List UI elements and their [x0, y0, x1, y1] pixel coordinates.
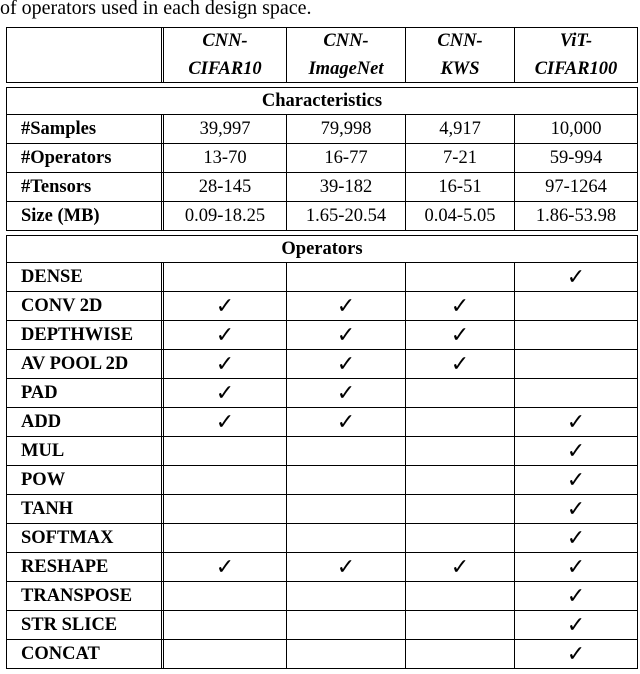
row-label: #Tensors — [7, 173, 164, 201]
table-cell — [406, 350, 515, 378]
table-cell — [406, 408, 515, 436]
section-operators — [6, 235, 638, 263]
table-cell — [515, 640, 637, 668]
table-row — [6, 115, 638, 144]
operator-label: DENSE — [7, 263, 164, 291]
table-cell — [515, 408, 637, 436]
table-cell: 79,998 — [287, 115, 406, 143]
checkmark-icon: ✓ — [450, 351, 470, 377]
table-cell — [164, 466, 287, 494]
table-cell — [287, 582, 406, 610]
table-cell — [287, 640, 406, 668]
table-row — [6, 437, 638, 466]
header-cnn-kws — [406, 28, 515, 82]
checkmark-icon: ✓ — [215, 380, 235, 406]
checkmark-icon: ✓ — [566, 496, 586, 522]
table-cell — [406, 437, 515, 465]
operator-label: CONCAT — [7, 640, 164, 668]
header-empty-cell — [7, 28, 164, 82]
checkmark-icon: ✓ — [336, 380, 356, 406]
table-cell — [287, 466, 406, 494]
table-cell: 16-51 — [406, 173, 515, 201]
checkmark-icon: ✓ — [215, 322, 235, 348]
table-cell — [164, 553, 287, 581]
table-row — [6, 292, 638, 321]
checkmark-icon: ✓ — [566, 583, 586, 609]
table-cell — [164, 379, 287, 407]
header-line2: CIFAR100 — [534, 59, 618, 79]
table-cell — [164, 292, 287, 320]
table-cell — [164, 263, 287, 291]
table-cell: 0.04-5.05 — [406, 202, 515, 230]
table-header-row — [6, 27, 638, 83]
table-row — [6, 582, 638, 611]
table-row — [6, 144, 638, 173]
table-cell — [287, 408, 406, 436]
table-cell — [164, 437, 287, 465]
table-cell — [287, 292, 406, 320]
checkmark-icon: ✓ — [336, 409, 356, 435]
table-cell — [287, 263, 406, 291]
design-space-table — [6, 27, 638, 669]
checkmark-icon: ✓ — [336, 293, 356, 319]
operator-label: TRANSPOSE — [7, 582, 164, 610]
section-title: Operators — [281, 238, 363, 259]
checkmark-icon: ✓ — [215, 293, 235, 319]
table-row — [6, 350, 638, 379]
checkmark-icon: ✓ — [566, 409, 586, 435]
row-label: Size (MB) — [7, 202, 164, 230]
table-cell — [287, 437, 406, 465]
table-cell — [164, 350, 287, 378]
table-cell — [164, 495, 287, 523]
table-cell: 13-70 — [164, 144, 287, 172]
table-cell — [515, 495, 637, 523]
checkmark-icon: ✓ — [215, 554, 235, 580]
section-characteristics — [6, 87, 638, 115]
table-cell — [164, 408, 287, 436]
table-cell — [406, 466, 515, 494]
header-line2: ImageNet — [308, 59, 384, 79]
table-row — [6, 202, 638, 231]
table-cell: 1.86-53.98 — [535, 205, 617, 226]
header-cnn-cifar10 — [164, 28, 287, 82]
table-row — [6, 321, 638, 350]
table-cell: 16-77 — [287, 144, 406, 172]
checkmark-icon: ✓ — [566, 525, 586, 551]
checkmark-icon: ✓ — [336, 322, 356, 348]
table-cell — [515, 553, 637, 581]
table-cell: 39,997 — [164, 115, 287, 143]
table-cell — [164, 640, 287, 668]
table-cell — [515, 321, 637, 349]
table-cell: 97-1264 — [545, 176, 607, 197]
table-cell — [406, 321, 515, 349]
table-row — [6, 611, 638, 640]
table-cell — [406, 640, 515, 668]
table-cell — [515, 379, 637, 407]
table-caption: of operators used in each design space. — [0, 0, 312, 19]
checkmark-icon: ✓ — [450, 293, 470, 319]
header-vit-cifar100 — [515, 28, 637, 82]
table-row — [6, 263, 638, 292]
checkmark-icon: ✓ — [450, 322, 470, 348]
operators-rows — [6, 263, 638, 669]
checkmark-icon: ✓ — [450, 554, 470, 580]
checkmark-icon: ✓ — [566, 554, 586, 580]
checkmark-icon: ✓ — [336, 351, 356, 377]
operator-label: PAD — [7, 379, 164, 407]
characteristics-rows — [6, 115, 638, 231]
table-cell — [406, 524, 515, 552]
table-cell — [515, 582, 637, 610]
table-cell — [515, 437, 637, 465]
table-cell — [164, 524, 287, 552]
table-cell: 39-182 — [287, 173, 406, 201]
table-cell — [515, 524, 637, 552]
table-cell — [287, 524, 406, 552]
header-line1: CNN- — [323, 31, 369, 51]
section-title: Characteristics — [261, 90, 383, 111]
checkmark-icon: ✓ — [566, 467, 586, 493]
table-cell — [515, 263, 637, 291]
table-cell — [287, 495, 406, 523]
table-row — [6, 173, 638, 202]
table-cell — [406, 582, 515, 610]
operator-label: RESHAPE — [7, 553, 164, 581]
table-cell — [515, 292, 637, 320]
table-cell — [406, 292, 515, 320]
table-cell — [406, 553, 515, 581]
operator-label: DEPTHWISE — [7, 321, 164, 349]
table-row — [6, 524, 638, 553]
table-cell — [406, 379, 515, 407]
table-cell — [287, 553, 406, 581]
table-cell — [287, 379, 406, 407]
table-cell: 59-994 — [549, 147, 603, 168]
row-label: #Samples — [7, 115, 164, 143]
checkmark-icon: ✓ — [215, 351, 235, 377]
table-row — [6, 408, 638, 437]
header-line1: CNN- — [437, 31, 483, 51]
operator-label: SOFTMAX — [7, 524, 164, 552]
table-cell — [164, 321, 287, 349]
table-row — [6, 379, 638, 408]
row-label: #Operators — [7, 144, 164, 172]
operator-label: POW — [7, 466, 164, 494]
table-cell: 0.09-18.25 — [164, 202, 287, 230]
checkmark-icon: ✓ — [566, 641, 586, 667]
operator-label: TANH — [7, 495, 164, 523]
checkmark-icon: ✓ — [566, 264, 586, 290]
table-cell — [406, 611, 515, 639]
table-row — [6, 553, 638, 582]
table-cell — [406, 263, 515, 291]
table-cell — [287, 321, 406, 349]
table-cell — [164, 611, 287, 639]
operator-label: MUL — [7, 437, 164, 465]
table-row — [6, 495, 638, 524]
table-cell — [515, 350, 637, 378]
header-line1: ViT- — [559, 31, 593, 51]
table-cell: 1.65-20.54 — [287, 202, 406, 230]
operator-label: STR SLICE — [7, 611, 164, 639]
table-row — [6, 640, 638, 669]
operator-label: CONV 2D — [7, 292, 164, 320]
table-cell — [164, 582, 287, 610]
checkmark-icon: ✓ — [566, 438, 586, 464]
table-cell: 10,000 — [550, 118, 602, 139]
table-cell: 7-21 — [406, 144, 515, 172]
header-cnn-imagenet — [287, 28, 406, 82]
table-cell — [515, 466, 637, 494]
checkmark-icon: ✓ — [215, 409, 235, 435]
operator-label: AV POOL 2D — [7, 350, 164, 378]
table-row — [6, 466, 638, 495]
header-line1: CNN- — [202, 31, 248, 51]
table-cell — [287, 350, 406, 378]
operator-label: ADD — [7, 408, 164, 436]
table-cell: 28-145 — [164, 173, 287, 201]
header-line2: KWS — [440, 59, 480, 79]
table-cell: 4,917 — [406, 115, 515, 143]
table-cell — [406, 495, 515, 523]
header-line2: CIFAR10 — [188, 59, 262, 79]
checkmark-icon: ✓ — [566, 612, 586, 638]
table-cell — [287, 611, 406, 639]
checkmark-icon: ✓ — [336, 554, 356, 580]
table-cell — [515, 611, 637, 639]
